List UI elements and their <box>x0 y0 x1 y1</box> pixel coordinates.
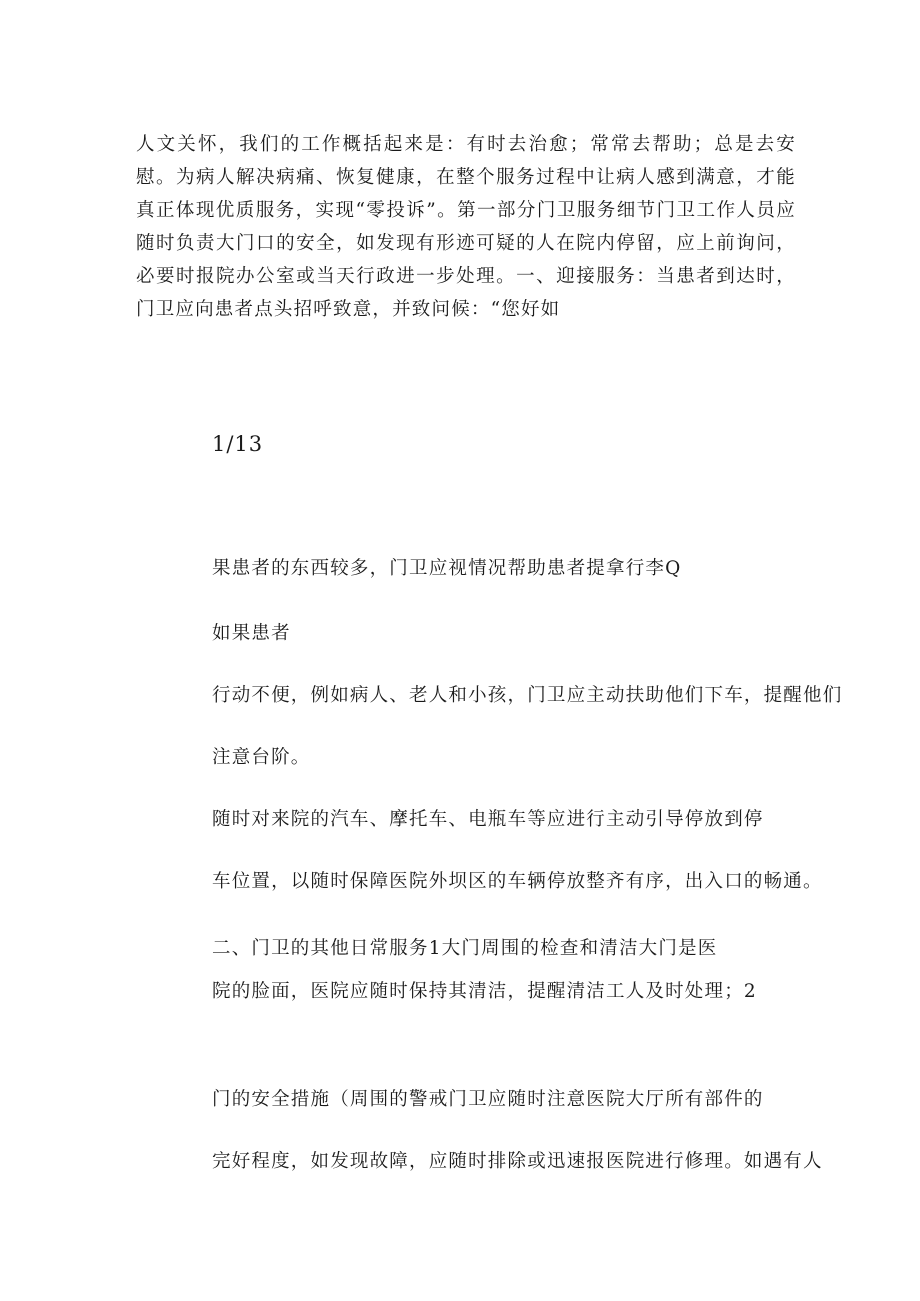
text-line: 门的安全措施（周围的警戒门卫应随时注意医院大厅所有部件的 <box>212 1089 764 1110</box>
page-number: 1/13 <box>212 432 264 456</box>
text-line: 完好程度，如发现故障，应随时排除或迅速报医院进行修理。如遇有人 <box>212 1151 823 1172</box>
text-line: 随时对来院的汽车、摩托车、电瓶车等应进行主动引导停放到停 <box>212 809 764 830</box>
section-heading-line: 二、门卫的其他日常服务1大门周围的检查和清洁大门是医 <box>212 938 718 959</box>
text-line: 注意台阶。 <box>212 747 311 768</box>
text-line: 行动不便，例如病人、老人和小孩，门卫应主动扶助他们下车，提醒他们 <box>212 685 843 706</box>
text-line: 车位置，以随时保障医院外坝区的车辆停放整齐有序，出入口的畅通。 <box>212 871 823 892</box>
intro-paragraph: 人文关怀，我们的工作概括起来是：有时去治愈；常常去帮助；总是去安慰。为病人解决病痛、恢复健康，在整个服务过程中让病人感到满意，才能真正体现优质服务，实现“零投诉”。第一部分门卫服务细节门卫工作人员应随时负责大门口的安全，如发现有形迹可疑的人在院内停留，应上前询问，必要时报院办公室或当天行政进一步处理。一、迎接服务：当患者到达时，门卫应向患者点头招呼致意，并致问候：“您好如 <box>136 134 796 320</box>
text-line: 如果患者 <box>212 623 291 644</box>
text-line: 院的脸面，医院应随时保持其清洁，提醒清洁工人及时处理；2 <box>212 981 757 1002</box>
text-line: 果患者的东西较多，门卫应视情况帮助患者提拿行李Q <box>212 558 682 579</box>
